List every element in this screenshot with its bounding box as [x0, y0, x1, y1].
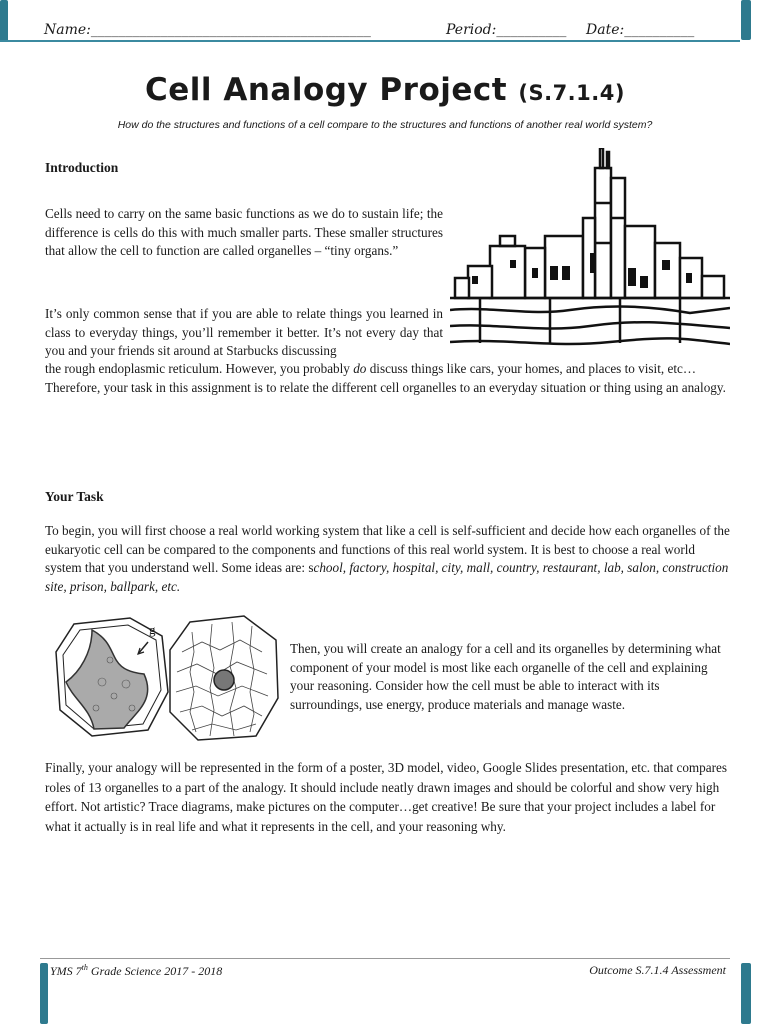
footer-course-b: Grade Science 2017 - 2018 [87, 964, 223, 978]
city-skyline-illustration [450, 148, 730, 353]
introduction-paragraph-1: Cells need to carry on the same basic functions as we do to sustain life; the difference is cells do this with much smaller parts. These smaller structures that allow the cell to function are called organelles – “tiny organs.” [45, 206, 443, 258]
date-field-label: Date:__________ [586, 22, 695, 38]
intro-text-b: discuss things like cars, your homes, and places to visit, etc… Therefore, your task in this assignment is to relate the different cell organelles to an everyday situation or thing using an analogy. [45, 361, 726, 395]
right-bottom-tab [741, 963, 751, 1024]
footer-course-a: YMS 7 [50, 964, 82, 978]
introduction-paragraph-2-cont [45, 360, 730, 397]
task-paragraph-2: Then, you will create an analogy for a cell and its organelles by determining what component of your model is most like each organelle of the cell and explaining your reasoning. Consider how the cell must be able to interact with its surroundings, use energy, produce materials and manage waste. [290, 641, 721, 712]
footer-rule [40, 958, 730, 959]
period-field-label: Period:__________ [446, 22, 567, 38]
your-task-heading: Your Task [45, 489, 104, 504]
left-bottom-tab [40, 963, 48, 1024]
essential-question: How do the structures and functions of a cell compare to the structures and functions of another real world system? [117, 119, 653, 131]
right-top-tab [741, 0, 751, 40]
title-main: Cell Analogy Project [145, 72, 519, 108]
cell-label-g: g [149, 622, 156, 637]
task-text: To begin, you will first choose a real world working system that like a cell is self-sufficient and decide how each organelles of the eukaryotic cell can be compared to the components and functions of this real world system. It is best to choose a real world system that you understand well. Some ideas are: s [45, 523, 730, 575]
footer-outcome: Outcome S.7.1.4 Assessment [589, 963, 726, 977]
name-field-label: Name:________________________________________ [44, 22, 371, 38]
title-code: (S.7.1.4) [518, 81, 625, 105]
task-ideas: chool, factory, hospital, city, mall, country, restaurant, lab, salon, construction site, prison, ballpark, etc. [45, 560, 729, 594]
header-rule [0, 40, 740, 42]
footer-course [50, 963, 222, 979]
plant-cell-illustrations [52, 612, 282, 747]
introduction-heading: Introduction [45, 160, 119, 175]
task-paragraph-1 [45, 522, 730, 596]
intro-text-a: the rough endoplasmic reticulum. However, you probably [45, 361, 354, 376]
intro-emphasis: do [353, 361, 367, 376]
introduction-paragraph-2: It’s only common sense that if you are able to relate things you learned in class to everyday things, you’ll remember it better. It’s not every day that you and your friends sit around at Starbucks discussing [45, 306, 443, 358]
task-paragraph-3: Finally, your analogy will be represented in the form of a poster, 3D model, video, Google Slides presentation, etc. that compares roles of 13 organelles to a part of the analogy. It should include neatly drawn images and should be colorful and show very high effort. Not artistic? Trace diagrams, make pictures on the computer…get creative! Be sure that your project includes a label for what it actually is in real life and what it represents in the cell, and your reasoning why. [45, 760, 727, 834]
footer-course-sup: th [81, 963, 88, 972]
left-top-tab [0, 0, 8, 42]
page-title [0, 72, 770, 108]
